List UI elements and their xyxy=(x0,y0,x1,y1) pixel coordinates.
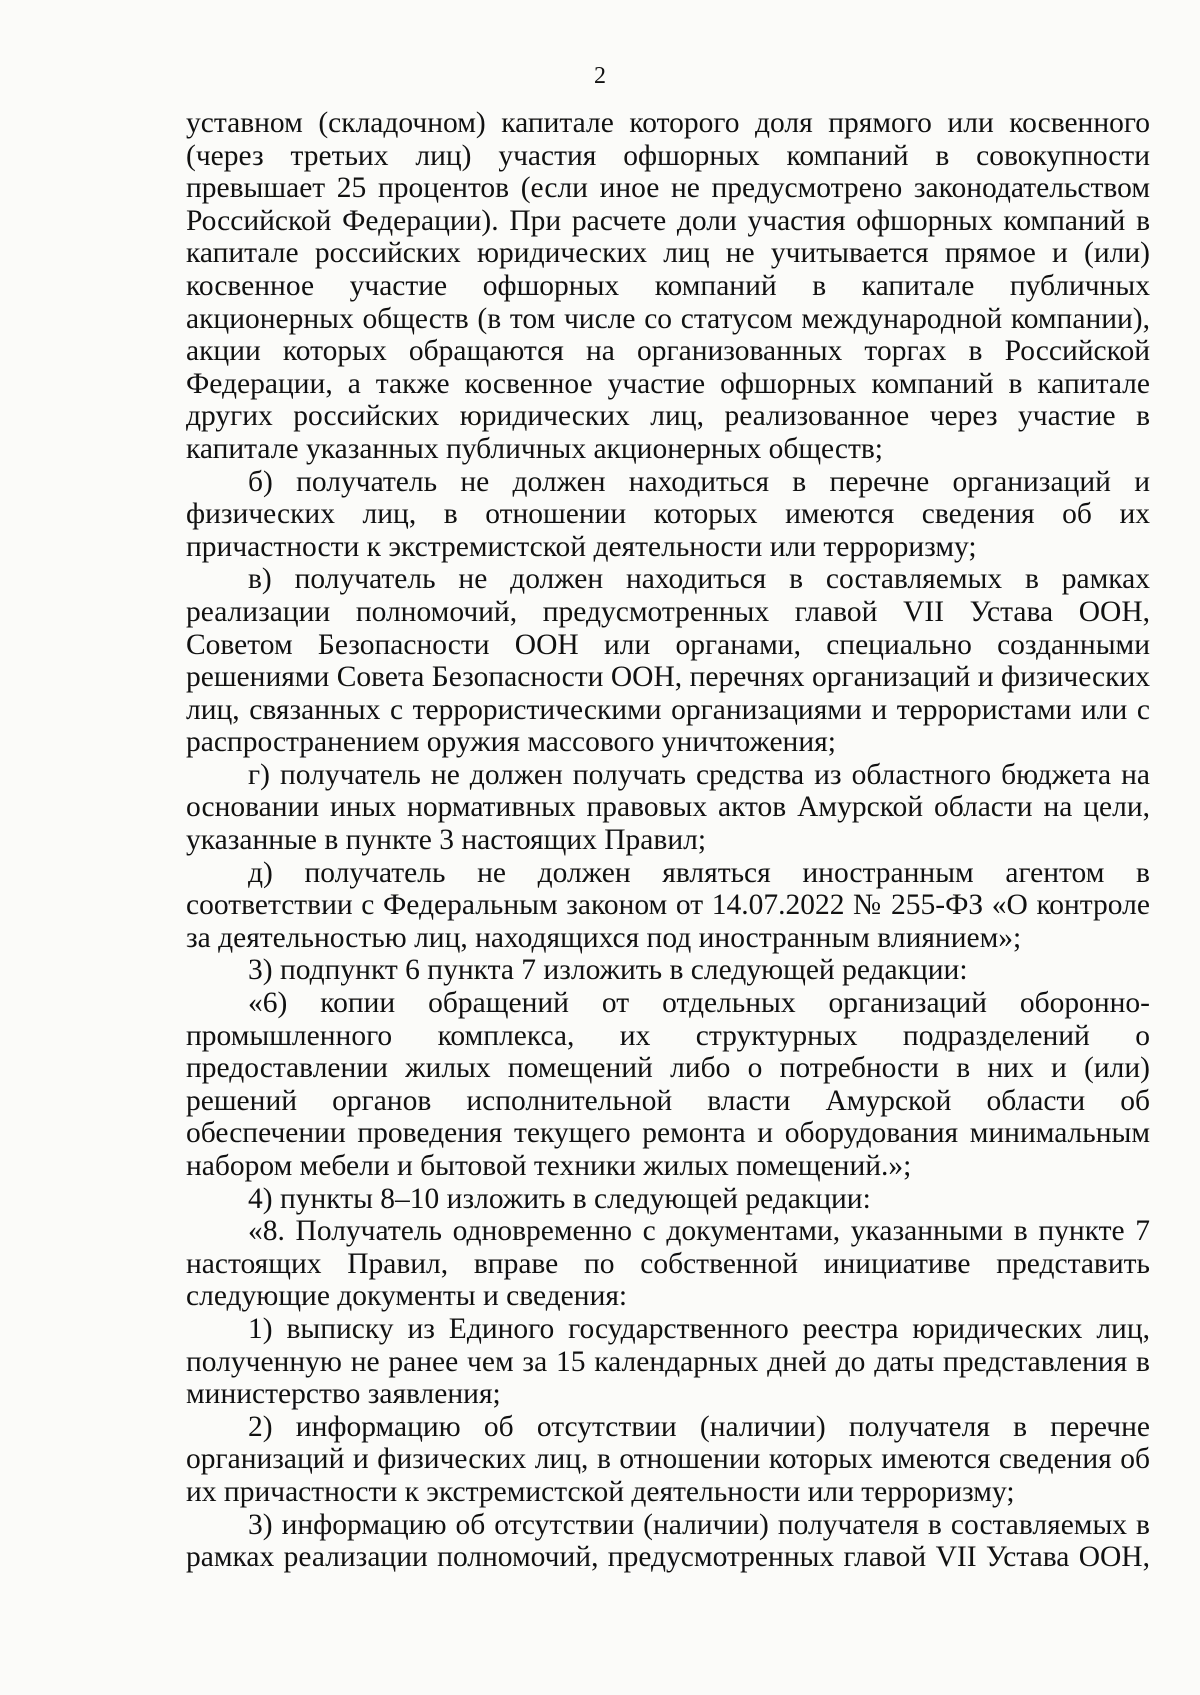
paragraph-item-3: 3) подпункт 6 пункта 7 изложить в следующей редакции: xyxy=(248,954,968,987)
document-body xyxy=(186,107,1150,1574)
paragraph-sub-1: 1) выписку из Единого государственного реестра юридических лиц, полученную не ранее чем за 15 календарных дней до даты представления в министерство заявления; xyxy=(186,1312,1150,1411)
page-number: 2 xyxy=(594,63,606,89)
paragraph-continuation: уставном (складочном) капитале которого доля прямого или косвенного (через третьих лиц) участия офшорных компаний в совокупности превышает 25 процентов (если иное не предусмотрено законодательством Российской Федерации). При расчете доли участия офшорных компаний в капитале российских юридических лиц не учитывается прямое и (или) косвенное участие офшорных компаний в капитале публичных акционерных обществ (в том числе со статусом международной компании), акции которых обращаются на организованных торгах в Российской Федерации, а также косвенное участие офшорных компаний в капитале других российских юридических лиц, реализованное через участие в капитале указанных публичных акционерных обществ; xyxy=(186,107,1150,465)
paragraph-item-d: д) получатель не должен являться иностранным агентом в соответствии с Федеральным законом от 14.07.2022 № 255-ФЗ «О контроле за деятельностью лиц, находящихся под иностранным влиянием»; xyxy=(186,856,1150,954)
paragraph-item-v: в) получатель не должен находиться в составляемых в рамках реализации полномочий, предусмотренных главой VII Устава ООН, Советом Безопасности ООН или органами, специально созданными решениями Совета Безопасности ООН, перечнях организаций и физических лиц, связанных с террористическими организациями и террористами или с распространением оружия массового уничтожения; xyxy=(186,563,1150,759)
paragraph-item-6-quote: «6) копии обращений от отдельных организаций оборонно-промышленного комплекса, их структурных подразделений о предоставлении жилых помещений либо о потребности в них и (или) решений органов исполнительной власти Амурской области об обеспечении проведения текущего ремонта и оборудования минимальным набором мебели и бытовой техники жилых помещений.»; xyxy=(186,987,1150,1182)
paragraph-item-g: г) получатель не должен получать средства из областного бюджета на основании иных нормативных правовых актов Амурской области на цели, указанные в пункте 3 настоящих Правил; xyxy=(186,758,1150,857)
paragraph-item-4: 4) пункты 8–10 изложить в следующей редакции: xyxy=(248,1182,871,1215)
paragraph-sub-2: 2) информацию об отсутствии (наличии) получателя в перечне организаций и физических лиц, в отношении которых имеются сведения об их причастности к экстремистской деятельности или терроризму; xyxy=(186,1410,1150,1508)
paragraph-item-b: б) получатель не должен находиться в перечне организаций и физических лиц, в отношении которых имеются сведения об их причастности к экстремистской деятельности или терроризму; xyxy=(186,465,1150,563)
paragraph-clause-8: «8. Получатель одновременно с документами, указанными в пункте 7 настоящих Правил, вправе по собственной инициативе представить следующие документы и сведения: xyxy=(186,1215,1150,1313)
paragraph-sub-3: 3) информацию об отсутствии (наличии) получателя в составляемых в рамках реализации полномочий, предусмотренных главой VII Устава ООН, xyxy=(186,1508,1150,1574)
